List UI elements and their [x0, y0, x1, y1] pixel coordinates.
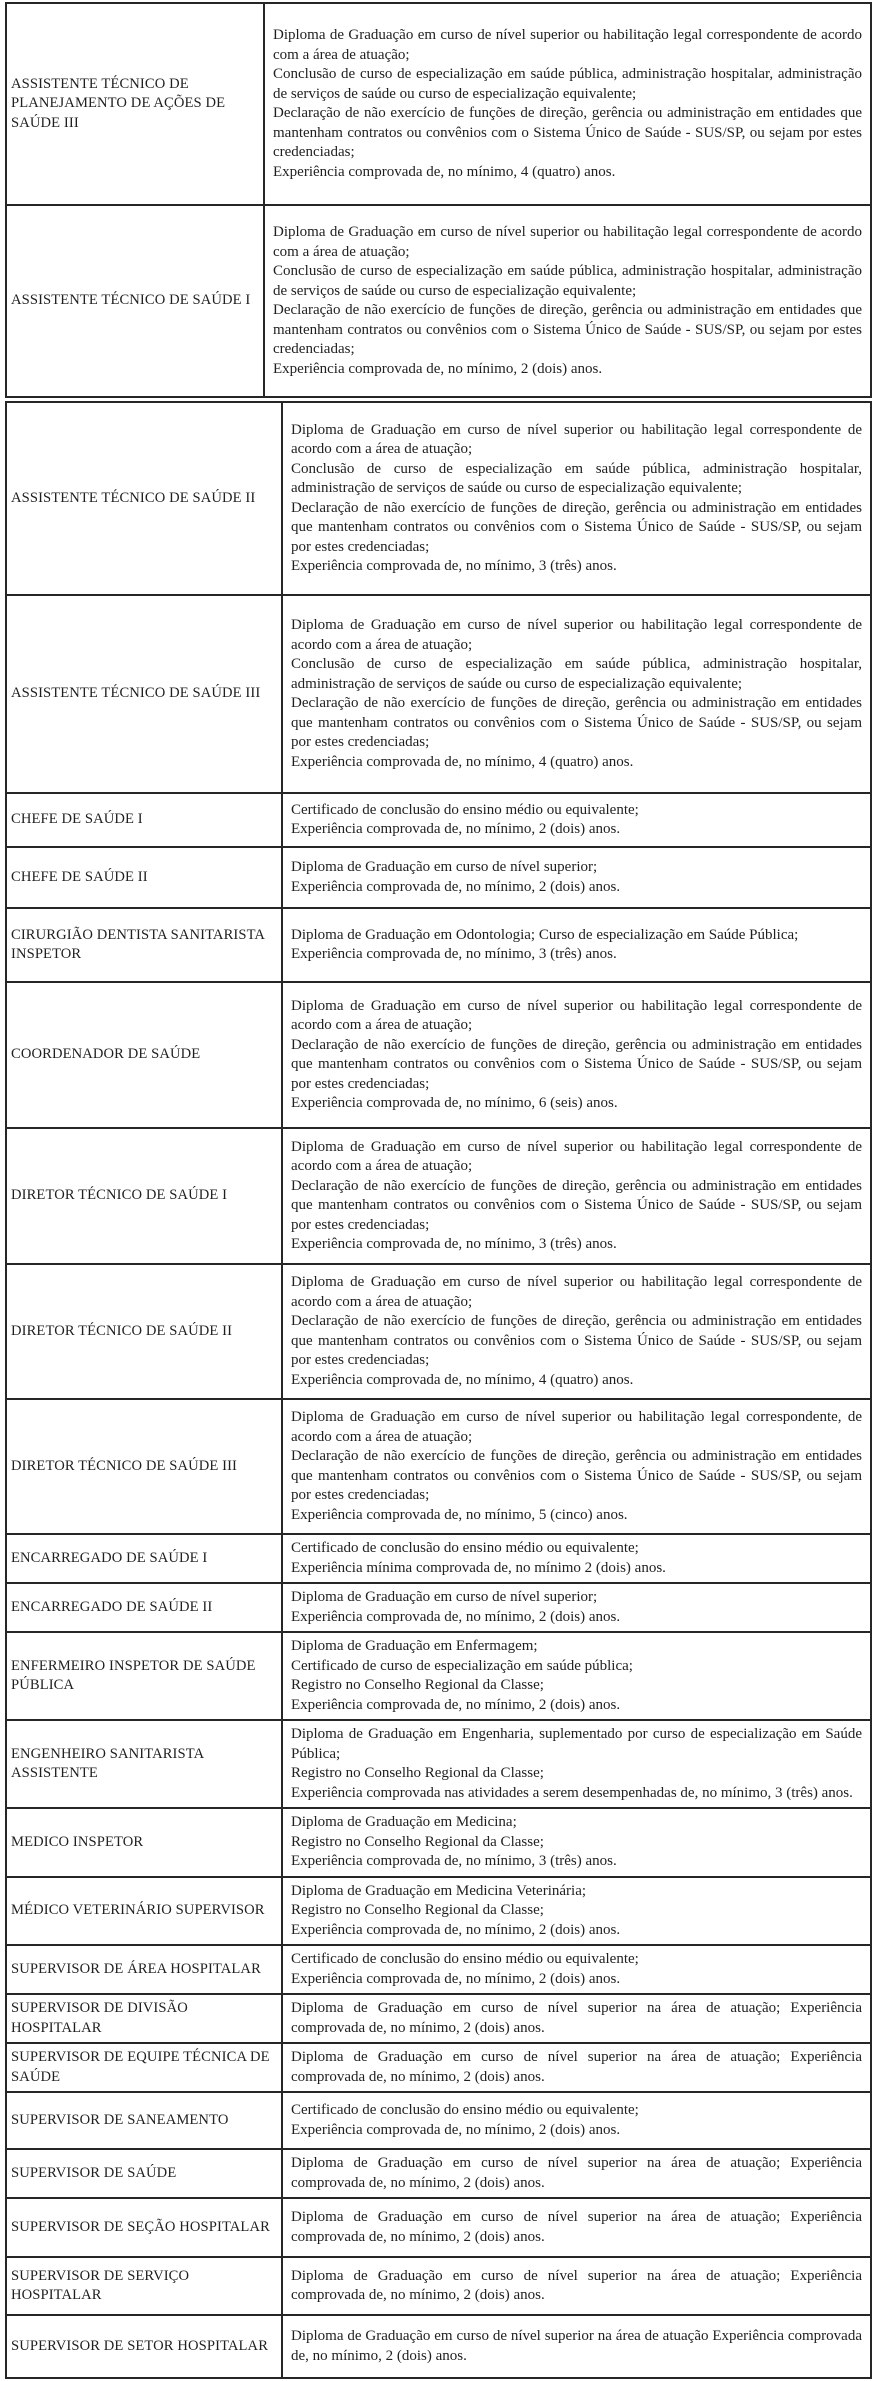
requirement-item: Diploma de Graduação em curso de nível superior ou habilitação legal correspondente de acordo com a área de atuação; [273, 224, 862, 260]
position-cell: SUPERVISOR DE DIVISÃO HOSPITALAR [6, 1994, 282, 2043]
requirement-item: Diploma de Graduação em curso de nível superior na área de atuação; Experiência comprovada de, no mínimo, 2 (dois) anos. [291, 2155, 862, 2191]
requirement-item: Experiência comprovada de, no mínimo, 6 (seis) anos. [291, 1095, 618, 1111]
requirements-cell [264, 3, 871, 205]
table-row [6, 595, 871, 793]
position-cell: CHEFE DE SAÚDE II [6, 847, 282, 908]
requirement-item: Experiência comprovada de, no mínimo, 3 (três) anos. [291, 946, 617, 962]
requirements-cell [282, 1945, 871, 1994]
table-row [6, 2315, 871, 2378]
requirements-cell [282, 402, 871, 595]
requirement-item: Diploma de Graduação em curso de nível superior ou habilitação legal correspondente de acordo com a área de atuação; [273, 27, 862, 63]
requirements-cell [282, 793, 871, 847]
position-cell: SUPERVISOR DE SANEAMENTO [6, 2092, 282, 2149]
requirement-item: Declaração de não exercício de funções de direção, gerência ou administração em entidades que mantenham contratos ou convênios com o Sistema Único de Saúde - SUS/SP, ou sejam por estes credenciadas; [291, 1036, 862, 1092]
requirements-cell [282, 1583, 871, 1632]
requirements-cell [282, 1128, 871, 1264]
requirement-item: Experiência comprovada de, no mínimo, 2 (dois) anos. [291, 1970, 621, 1987]
requirements-cell [282, 1534, 871, 1583]
requirements-cell [282, 2257, 871, 2315]
requirement-item: Declaração de não exercício de funções de direção, gerência ou administração em entidades que mantenham contratos ou convênios com o Sistema Único de Saúde - SUS/SP, ou sejam por estes credenciadas; [291, 1313, 862, 1368]
position-cell: ASSISTENTE TÉCNICO DE SAÚDE I [6, 205, 264, 397]
requirements-cell [282, 2315, 871, 2378]
position-cell: SUPERVISOR DE SAÚDE [6, 2149, 282, 2198]
requirements-cell [282, 1720, 871, 1808]
requirement-item: Certificado de conclusão do ensino médio ou equivalente; [291, 1951, 639, 1967]
requirement-item: Diploma de Graduação em curso de nível superior ou habilitação legal correspondente de acordo com a área de atuação; [291, 997, 862, 1033]
requirement-item: Experiência comprovada de, no mínimo, 2 (dois) anos. [291, 878, 621, 895]
requirement-item: Diploma de Graduação em curso de nível superior na área de atuação; Experiência comprovada de, no mínimo, 2 (dois) anos. [291, 2049, 862, 2085]
table-row [6, 793, 871, 847]
requirements-cell [282, 2043, 871, 2092]
position-cell: ASSISTENTE TÉCNICO DE SAÚDE III [6, 595, 282, 793]
requirement-item: Declaração de não exercício de funções de direção, gerência ou administração em entidades que mantenham contratos ou convênios com o Sistema Único de Saúde - SUS/SP, ou sejam por estes credenciadas; [273, 302, 862, 357]
table-row [6, 1994, 871, 2043]
requirements-cell [282, 1399, 871, 1534]
requirements-cell [282, 1877, 871, 1946]
requirement-item: Declaração de não exercício de funções de direção, gerência ou administração em entidades que mantenham contratos ou convênios com o Sistema Único de Saúde - SUS/SP, ou sejam por estes credenciadas; [291, 499, 862, 555]
position-cell: ENFERMEIRO INSPETOR DE SAÚDE PÚBLICA [6, 1632, 282, 1720]
requirements-cell [282, 982, 871, 1128]
requirement-item: Certificado de curso de especialização em saúde pública; [291, 1657, 633, 1674]
table-row [6, 1583, 871, 1632]
requirement-item: Experiência comprovada de, no mínimo, 2 (dois) anos. [291, 1608, 621, 1625]
requirement-item: Diploma de Graduação em Enfermagem; [291, 1638, 538, 1654]
table-row [6, 1128, 871, 1264]
table-row [6, 1945, 871, 1994]
requirement-item: Conclusão de curso de especialização em saúde pública, administração hospitalar, administração de serviços de saúde ou curso de especialização equivalente; [291, 656, 862, 692]
position-cell: COORDENADOR DE SAÚDE [6, 982, 282, 1128]
table-row [6, 908, 871, 982]
requirement-item: Diploma de Graduação em curso de nível superior ou habilitação legal correspondente de acordo com a área de atuação; [291, 421, 862, 457]
table-row [6, 1399, 871, 1534]
table-row [6, 2043, 871, 2092]
requirement-item: Experiência comprovada de, no mínimo, 5 (cinco) anos. [291, 1506, 628, 1523]
requirement-item: Diploma de Graduação em curso de nível superior ou habilitação legal correspondente de acordo com a área de atuação; [291, 1138, 862, 1174]
requirement-item: Diploma de Graduação em Odontologia; Curso de especialização em Saúde Pública; [291, 926, 799, 943]
table-row [6, 2257, 871, 2315]
requirement-item: Experiência comprovada de, no mínimo, 2 (dois) anos. [273, 360, 603, 377]
requirement-item: Diploma de Graduação em Medicina; [291, 1814, 517, 1830]
requirements-cell [282, 2092, 871, 2149]
table-row [6, 1720, 871, 1808]
table-lower-body [6, 402, 871, 2378]
requirement-item: Experiência comprovada de, no mínimo, 4 (quatro) anos. [273, 163, 616, 180]
requirements-cell [282, 1264, 871, 1399]
requirement-item: Diploma de Graduação em Medicina Veterinária; [291, 1882, 587, 1899]
table-row [6, 3, 871, 205]
requirement-item: Diploma de Graduação em curso de nível superior na área de atuação; Experiência comprovada de, no mínimo, 2 (dois) anos. [291, 2209, 862, 2245]
position-cell: ASSISTENTE TÉCNICO DE SAÚDE II [6, 402, 282, 595]
position-cell: SUPERVISOR DE SERVIÇO HOSPITALAR [6, 2257, 282, 2315]
requirement-item: Experiência comprovada de, no mínimo, 3 (três) anos. [291, 1236, 617, 1252]
table-row [6, 1264, 871, 1399]
requirement-item: Experiência comprovada de, no mínimo, 2 (dois) anos. [291, 1696, 621, 1713]
requirement-item: Diploma de Graduação em curso de nível superior na área de atuação; Experiência comprovada de, no mínimo, 2 (dois) anos. [291, 2000, 862, 2036]
table-row [6, 2149, 871, 2198]
requirement-item: Experiência comprovada de, no mínimo, 3 (três) anos. [291, 1853, 617, 1869]
position-cell: DIRETOR TÉCNICO DE SAÚDE II [6, 1264, 282, 1399]
requirement-item: Diploma de Graduação em curso de nível superior; [291, 859, 598, 875]
requirement-item: Diploma de Graduação em curso de nível superior ou habilitação legal correspondente, de acordo com a área de atuação; [291, 1409, 862, 1445]
requirements-cell [282, 1632, 871, 1720]
requirement-item: Diploma de Graduação em Engenharia, suplementado por curso de especialização em Saúde Pública; [291, 1726, 862, 1762]
requirements-cell [282, 2198, 871, 2257]
position-cell: SUPERVISOR DE EQUIPE TÉCNICA DE SAÚDE [6, 2043, 282, 2092]
position-cell: ENCARREGADO DE SAÚDE II [6, 1583, 282, 1632]
requirements-cell [282, 1994, 871, 2043]
requirement-item: Declaração de não exercício de funções de direção, gerência ou administração em entidades que mantenham contratos ou convênios com o Sistema Único de Saúde - SUS/SP, ou sejam por estes credenciadas; [291, 695, 862, 750]
requirement-item: Diploma de Graduação em curso de nível superior ou habilitação legal correspondente de acordo com a área de atuação; [291, 1274, 862, 1310]
position-cell: SUPERVISOR DE SEÇÃO HOSPITALAR [6, 2198, 282, 2257]
position-cell: CHEFE DE SAÚDE I [6, 793, 282, 847]
position-cell: ASSISTENTE TÉCNICO DE PLANEJAMENTO DE AÇÕES DE SAÚDE III [6, 3, 264, 205]
table-row [6, 2092, 871, 2149]
requirement-item: Declaração de não exercício de funções de direção, gerência ou administração em entidades que mantenham contratos ou convênios com o Sistema Único de Saúde - SUS/SP, ou sejam por estes credenciadas; [291, 1448, 862, 1503]
requirements-cell [282, 1808, 871, 1877]
table-row [6, 847, 871, 908]
requirement-item: Experiência comprovada de, no mínimo, 3 (três) anos. [291, 558, 617, 574]
requirement-item: Diploma de Graduação em curso de nível superior ou habilitação legal correspondente de acordo com a área de atuação; [291, 617, 862, 653]
table-row [6, 1534, 871, 1583]
table-row [6, 982, 871, 1128]
requirements-cell [282, 847, 871, 908]
qualifications-table-upper [5, 2, 872, 398]
position-cell: SUPERVISOR DE SETOR HOSPITALAR [6, 2315, 282, 2378]
requirement-item: Registro no Conselho Regional da Classe; [291, 1902, 544, 1918]
requirement-item: Conclusão de curso de especialização em saúde pública, administração hospitalar, administração de serviços de saúde ou curso de especialização equivalente; [273, 66, 862, 102]
requirement-item: Experiência comprovada de, no mínimo, 2 (dois) anos. [291, 2121, 621, 2138]
requirement-item: Experiência mínima comprovada de, no mínimo 2 (dois) anos. [291, 1559, 666, 1576]
table-row [6, 205, 871, 397]
position-cell: ENGENHEIRO SANITARISTA ASSISTENTE [6, 1720, 282, 1808]
requirement-item: Experiência comprovada de, no mínimo, 2 (dois) anos. [291, 821, 621, 837]
requirement-item: Declaração de não exercício de funções de direção, gerência ou administração em entidades que mantenham contratos ou convênios com o Sistema Único de Saúde - SUS/SP, ou sejam por estes credenciadas; [291, 1177, 862, 1233]
requirements-cell [264, 205, 871, 397]
requirement-item: Experiência comprovada de, no mínimo, 2 (dois) anos. [291, 1921, 621, 1938]
position-cell: CIRURGIÃO DENTISTA SANITARISTA INSPETOR [6, 908, 282, 982]
table-row [6, 2198, 871, 2257]
requirement-item: Certificado de conclusão do ensino médio ou equivalente; [291, 1540, 639, 1556]
position-cell: SUPERVISOR DE ÁREA HOSPITALAR [6, 1945, 282, 1994]
table-row [6, 402, 871, 595]
requirements-cell [282, 595, 871, 793]
position-cell: DIRETOR TÉCNICO DE SAÚDE I [6, 1128, 282, 1264]
requirement-item: Experiência comprovada de, no mínimo, 4 (quatro) anos. [291, 753, 634, 770]
requirement-item: Experiência comprovada de, no mínimo, 4 (quatro) anos. [291, 1371, 634, 1388]
requirements-cell [282, 908, 871, 982]
requirement-item: Conclusão de curso de especialização em saúde pública, administração hospitalar, administração de serviços de saúde ou curso de especialização equivalente; [291, 460, 862, 496]
position-cell: ENCARREGADO DE SAÚDE I [6, 1534, 282, 1583]
qualifications-table-lower [5, 401, 872, 2379]
table-row [6, 1877, 871, 1946]
requirement-item: Certificado de conclusão do ensino médio ou equivalente; [291, 801, 639, 818]
requirement-item: Certificado de conclusão do ensino médio ou equivalente; [291, 2102, 639, 2118]
requirement-item: Diploma de Graduação em curso de nível superior na área de atuação; Experiência comprovada de, no mínimo, 2 (dois) anos. [291, 2267, 862, 2303]
table-row [6, 1808, 871, 1877]
requirement-item: Registro no Conselho Regional da Classe; [291, 1765, 544, 1781]
requirement-item: Registro no Conselho Regional da Classe; [291, 1833, 544, 1850]
requirement-item: Diploma de Graduação em curso de nível superior na área de atuação Experiência comprovada de, no mínimo, 2 (dois) anos. [291, 2328, 862, 2364]
requirement-item: Declaração de não exercício de funções de direção, gerência ou administração em entidades que mantenham contratos ou convênios com o Sistema Único de Saúde - SUS/SP, ou sejam por estes credenciadas; [273, 105, 862, 160]
table-upper-body [6, 3, 871, 397]
requirement-item: Registro no Conselho Regional da Classe; [291, 1677, 544, 1693]
position-cell: MEDICO INSPETOR [6, 1808, 282, 1877]
position-cell: MÉDICO VETERINÁRIO SUPERVISOR [6, 1877, 282, 1946]
requirement-item: Conclusão de curso de especialização em saúde pública, administração hospitalar, administração de serviços de saúde ou curso de especialização equivalente; [273, 263, 862, 299]
requirement-item: Experiência comprovada nas atividades a serem desempenhadas de, no mínimo, 3 (três) anos. [291, 1784, 853, 1801]
position-cell: DIRETOR TÉCNICO DE SAÚDE III [6, 1399, 282, 1534]
table-row [6, 1632, 871, 1720]
requirement-item: Diploma de Graduação em curso de nível superior; [291, 1589, 598, 1605]
requirements-cell [282, 2149, 871, 2198]
